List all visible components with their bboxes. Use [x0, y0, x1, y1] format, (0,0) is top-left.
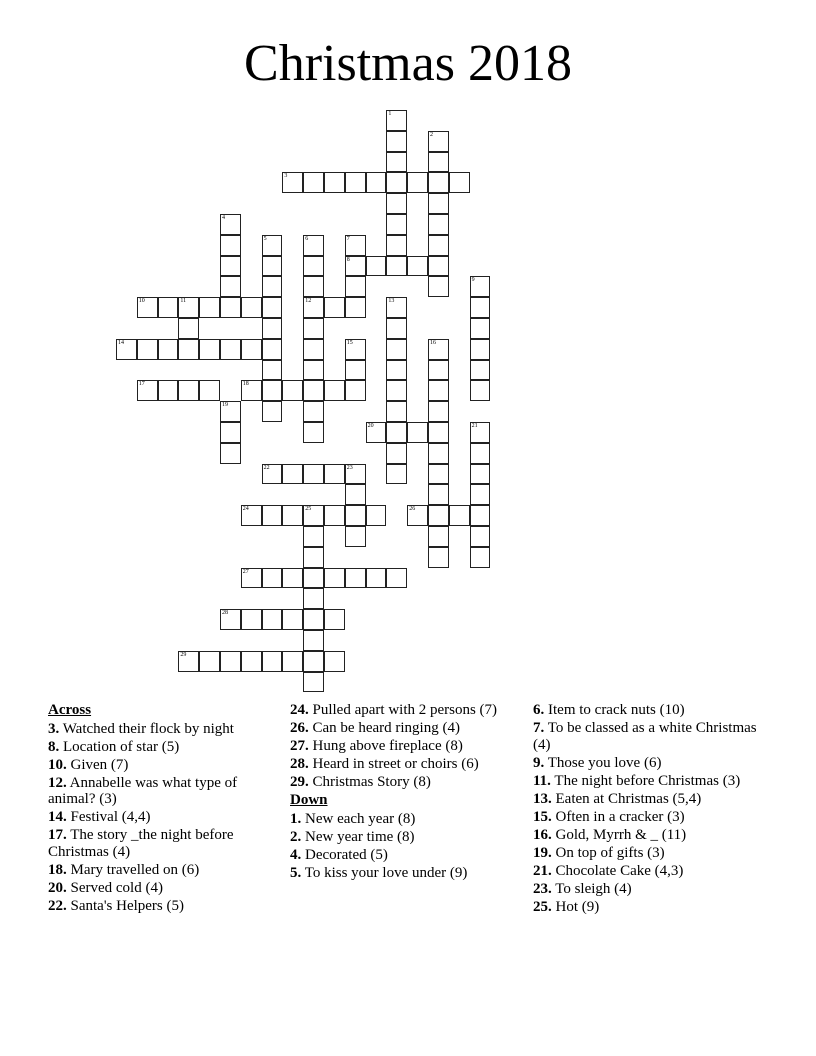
grid-cell[interactable] [262, 318, 283, 339]
clues-column-3 [533, 702, 773, 917]
grid-cell[interactable] [303, 318, 324, 339]
clue-text: Location of star (5) [59, 738, 180, 755]
clue-number: 8. [48, 738, 60, 755]
grid-cell[interactable] [470, 318, 491, 339]
across-clue [48, 721, 288, 738]
clue-text: Heard in street or choirs (6) [308, 756, 479, 772]
grid-cell[interactable] [262, 339, 283, 360]
grid-cell[interactable] [428, 505, 449, 526]
grid-cell[interactable] [470, 360, 491, 381]
grid-cell[interactable] [386, 318, 407, 339]
grid-cell[interactable] [428, 360, 449, 381]
grid-cell[interactable] [262, 297, 283, 318]
across-heading: Across [48, 702, 92, 718]
clue-number: 23 [346, 464, 353, 471]
across-clue [48, 862, 288, 879]
clue-number: 22 [263, 464, 270, 471]
clue-number: 13. [533, 790, 552, 807]
clue-number: 17. [48, 827, 67, 843]
clue-number: 29. [290, 774, 309, 790]
clue-number: 25. [533, 898, 552, 915]
grid-cell[interactable] [345, 464, 366, 485]
grid-cell[interactable] [137, 297, 158, 318]
clue-number: 13 [388, 298, 395, 305]
clue-number: 3 [284, 173, 288, 180]
grid-cell[interactable] [345, 276, 366, 297]
clue-number: 15. [533, 808, 552, 825]
clue-text: Item to crack nuts (10) [544, 702, 685, 718]
grid-cell[interactable] [220, 422, 241, 443]
clue-number: 7 [346, 235, 350, 242]
clue-number: 1. [290, 810, 302, 827]
clue-text: Mary travelled on (6) [66, 861, 200, 878]
clue-number: 24. [290, 702, 309, 718]
grid-cell[interactable] [428, 422, 449, 443]
grid-cell[interactable] [428, 214, 449, 235]
grid-cell[interactable] [137, 380, 158, 401]
clue-text: Gold, Myrrh & _ (11) [551, 826, 687, 843]
across-clue [290, 702, 530, 719]
grid-cell[interactable] [386, 110, 407, 131]
grid-cell[interactable] [407, 505, 428, 526]
grid-cell[interactable] [241, 609, 262, 630]
clue-number: 7. [533, 720, 545, 736]
grid-cell[interactable] [386, 131, 407, 152]
clue-number: 20. [48, 879, 67, 896]
grid-cell[interactable] [158, 339, 179, 360]
clue-number: 2 [430, 131, 433, 138]
grid-cell[interactable] [303, 339, 324, 360]
clue-text: Decorated (5) [301, 846, 388, 863]
grid-cell[interactable] [345, 360, 366, 381]
grid-cell[interactable] [428, 235, 449, 256]
clue-text: New each year (8) [301, 810, 416, 827]
grid-cell[interactable] [386, 256, 407, 277]
grid-cell[interactable] [303, 588, 324, 609]
down-clue [533, 863, 773, 880]
clue-number: 5 [263, 235, 267, 242]
clue-text: The night before Christmas (3) [550, 772, 741, 789]
grid-cell[interactable] [386, 380, 407, 401]
grid-cell[interactable] [428, 339, 449, 360]
grid-cell[interactable] [303, 464, 324, 485]
grid-cell[interactable] [324, 609, 345, 630]
clue-number: 12 [305, 298, 312, 305]
grid-cell[interactable] [345, 235, 366, 256]
grid-cell[interactable] [345, 297, 366, 318]
clue-number: 15 [346, 339, 353, 346]
clue-text: To sleigh (4) [551, 880, 632, 897]
grid-cell[interactable] [366, 172, 387, 193]
grid-cell[interactable] [158, 297, 179, 318]
clue-number: 16. [533, 826, 552, 843]
clue-number: 16 [430, 339, 436, 346]
grid-cell[interactable] [282, 172, 303, 193]
grid-cell[interactable] [428, 276, 449, 297]
clue-number: 1 [388, 111, 392, 117]
down-clue [533, 791, 773, 808]
grid-cell[interactable] [428, 256, 449, 277]
grid-cell[interactable] [178, 297, 199, 318]
grid-cell[interactable] [428, 172, 449, 193]
clue-number: 24 [242, 506, 249, 513]
grid-cell[interactable] [303, 547, 324, 568]
grid-cell[interactable] [262, 235, 283, 256]
clue-text: To kiss your love under (9) [301, 864, 468, 881]
grid-cell[interactable] [324, 297, 345, 318]
grid-cell[interactable] [428, 380, 449, 401]
grid-cell[interactable] [345, 484, 366, 505]
down-clue [533, 827, 773, 844]
clue-number: 12. [48, 774, 67, 791]
grid-cell[interactable] [178, 380, 199, 401]
grid-cell[interactable] [158, 380, 179, 401]
grid-cell[interactable] [470, 464, 491, 485]
clue-number: 14. [48, 809, 67, 825]
grid-cell[interactable] [199, 297, 220, 318]
grid-cell[interactable] [428, 131, 449, 152]
grid-cell[interactable] [303, 360, 324, 381]
grid-cell[interactable] [178, 651, 199, 672]
clue-number: 27 [242, 568, 249, 575]
grid-cell[interactable] [324, 651, 345, 672]
puzzle-title: Christmas 2018 [244, 35, 572, 92]
grid-cell[interactable] [303, 672, 324, 693]
grid-cell[interactable] [241, 297, 262, 318]
grid-cell[interactable] [282, 505, 303, 526]
clue-text: Eaten at Christmas (5,4) [551, 790, 702, 807]
grid-cell[interactable] [324, 505, 345, 526]
grid-cell[interactable] [220, 339, 241, 360]
grid-cell[interactable] [386, 360, 407, 381]
grid-cell[interactable] [345, 172, 366, 193]
across-clue [48, 880, 288, 897]
down-clue [533, 845, 773, 862]
clues-column-2 [290, 702, 530, 883]
clue-number: 6. [533, 702, 545, 718]
down-clue [290, 847, 530, 864]
clue-number: 10. [48, 756, 67, 773]
grid-cell[interactable] [407, 172, 428, 193]
clue-number: 22. [48, 897, 67, 914]
grid-cell[interactable] [428, 464, 449, 485]
grid-cell[interactable] [345, 526, 366, 547]
clue-text: Watched their flock by night [59, 720, 234, 737]
clue-number: 4. [290, 846, 302, 863]
grid-cell[interactable] [345, 505, 366, 526]
across-clue [48, 827, 288, 860]
clue-text: Served cold (4) [66, 879, 163, 896]
grid-cell[interactable] [428, 401, 449, 422]
grid-cell[interactable] [220, 651, 241, 672]
down-clue [290, 829, 530, 846]
clue-text: Those you love (6) [544, 754, 662, 771]
grid-cell[interactable] [178, 318, 199, 339]
clue-number: 25 [305, 506, 312, 513]
clue-text: New year time (8) [301, 828, 415, 845]
clue-number: 14 [118, 339, 124, 346]
clue-number: 28. [290, 756, 309, 772]
grid-cell[interactable] [220, 401, 241, 422]
grid-cell[interactable] [386, 152, 407, 173]
down-clue [290, 865, 530, 882]
across-clue [290, 774, 530, 791]
grid-cell[interactable] [386, 297, 407, 318]
grid-cell[interactable] [303, 568, 324, 589]
clue-number: 19 [222, 402, 228, 409]
grid-cell[interactable] [241, 651, 262, 672]
clue-number: 18. [48, 861, 67, 878]
clue-number: 11 [180, 298, 187, 305]
clue-number: 9. [533, 754, 545, 771]
grid-cell[interactable] [386, 422, 407, 443]
clues-column-1 [48, 702, 288, 916]
grid-cell[interactable] [386, 443, 407, 464]
grid-cell[interactable] [282, 609, 303, 630]
grid-cell[interactable] [262, 401, 283, 422]
grid-cell[interactable] [407, 256, 428, 277]
grid-cell[interactable] [470, 526, 491, 547]
grid-cell[interactable] [470, 547, 491, 568]
clue-number: 26 [409, 506, 416, 513]
down-clue [533, 702, 773, 719]
grid-cell[interactable] [220, 235, 241, 256]
grid-cell[interactable] [282, 380, 303, 401]
grid-cell[interactable] [470, 505, 491, 526]
grid-cell[interactable] [282, 464, 303, 485]
grid-cell[interactable] [386, 235, 407, 256]
across-clue [290, 720, 530, 737]
grid-cell[interactable] [345, 256, 366, 277]
grid-cell[interactable] [303, 526, 324, 547]
across-clue [48, 775, 288, 808]
grid-cell[interactable] [366, 568, 387, 589]
grid-cell[interactable] [303, 297, 324, 318]
grid-cell[interactable] [303, 630, 324, 651]
grid-cell[interactable] [366, 422, 387, 443]
clue-text: Hung above fireplace (8) [308, 738, 463, 754]
clue-number: 19. [533, 844, 552, 861]
across-clue [290, 756, 530, 773]
grid-cell[interactable] [220, 276, 241, 297]
grid-cell[interactable] [324, 380, 345, 401]
clue-number: 5. [290, 864, 302, 881]
grid-cell[interactable] [199, 380, 220, 401]
clue-number: 28 [222, 610, 228, 617]
grid-cell[interactable] [345, 339, 366, 360]
grid-cell[interactable] [428, 152, 449, 173]
clue-text: Given (7) [66, 756, 129, 773]
clue-text: To be classed as a white Christmas (4) [533, 720, 757, 753]
grid-cell[interactable] [116, 339, 137, 360]
clue-number: 6 [305, 235, 309, 242]
grid-cell[interactable] [470, 276, 491, 297]
clue-text: Annabelle was what type of animal? (3) [48, 774, 238, 807]
grid-cell[interactable] [470, 380, 491, 401]
down-clue [533, 899, 773, 916]
grid-cell[interactable] [386, 214, 407, 235]
grid-cell[interactable] [470, 484, 491, 505]
grid-cell[interactable] [220, 256, 241, 277]
grid-cell[interactable] [262, 276, 283, 297]
grid-cell[interactable] [262, 380, 283, 401]
grid-cell[interactable] [366, 256, 387, 277]
grid-cell[interactable] [386, 568, 407, 589]
grid-cell[interactable] [324, 568, 345, 589]
clue-text: The story _the night before Christmas (4) [48, 827, 234, 860]
grid-cell[interactable] [262, 256, 283, 277]
grid-cell[interactable] [386, 401, 407, 422]
clue-number: 21 [471, 423, 478, 429]
clue-number: 21. [533, 862, 552, 879]
grid-cell[interactable] [470, 297, 491, 318]
grid-cell[interactable] [407, 422, 428, 443]
grid-cell[interactable] [220, 214, 241, 235]
clue-text: Pulled apart with 2 persons (7) [308, 702, 498, 718]
clue-text: Christmas Story (8) [308, 774, 431, 790]
clue-number: 10 [138, 298, 145, 305]
grid-cell[interactable] [386, 464, 407, 485]
down-clue [533, 809, 773, 826]
grid-cell[interactable] [470, 339, 491, 360]
grid-cell[interactable] [241, 380, 262, 401]
grid-cell[interactable] [137, 339, 158, 360]
grid-cell[interactable] [303, 276, 324, 297]
grid-cell[interactable] [303, 651, 324, 672]
grid-cell[interactable] [178, 339, 199, 360]
clue-number: 26. [290, 720, 309, 736]
grid-cell[interactable] [262, 360, 283, 381]
clue-number: 27. [290, 738, 309, 754]
grid-cell[interactable] [386, 172, 407, 193]
grid-cell[interactable] [199, 651, 220, 672]
grid-cell[interactable] [303, 505, 324, 526]
grid-cell[interactable] [282, 651, 303, 672]
grid-cell[interactable] [428, 193, 449, 214]
clue-number: 3. [48, 720, 60, 737]
grid-cell[interactable] [324, 464, 345, 485]
grid-cell[interactable] [262, 505, 283, 526]
grid-cell[interactable] [303, 401, 324, 422]
grid-cell[interactable] [324, 172, 345, 193]
grid-cell[interactable] [345, 380, 366, 401]
clue-number: 9 [471, 277, 475, 284]
clue-number: 23. [533, 880, 552, 897]
clue-text: Santa's Helpers (5) [66, 897, 185, 914]
grid-cell[interactable] [428, 443, 449, 464]
grid-cell[interactable] [366, 505, 387, 526]
clue-number: 4 [222, 215, 225, 221]
grid-cell[interactable] [241, 505, 262, 526]
down-clue [290, 811, 530, 828]
down-clue [533, 881, 773, 898]
grid-cell[interactable] [303, 609, 324, 630]
clue-text: Festival (4,4) [66, 809, 151, 825]
clue-number: 29 [180, 651, 187, 658]
grid-cell[interactable] [449, 505, 470, 526]
grid-cell[interactable] [262, 609, 283, 630]
down-clue [533, 755, 773, 772]
grid-cell[interactable] [282, 568, 303, 589]
across-clue [48, 809, 288, 826]
across-clue [290, 738, 530, 755]
grid-cell[interactable] [241, 339, 262, 360]
clue-text: Often in a cracker (3) [551, 808, 685, 825]
grid-cell[interactable] [428, 484, 449, 505]
clue-number: 17 [138, 381, 145, 388]
grid-cell[interactable] [199, 339, 220, 360]
clue-text: Can be heard ringing (4) [308, 720, 460, 736]
grid-cell[interactable] [262, 568, 283, 589]
grid-cell[interactable] [449, 172, 470, 193]
across-clue [48, 757, 288, 774]
down-heading: Down [290, 792, 328, 808]
grid-cell[interactable] [345, 568, 366, 589]
across-clue [48, 739, 288, 756]
grid-cell[interactable] [303, 172, 324, 193]
grid-cell[interactable] [262, 464, 283, 485]
grid-cell[interactable] [470, 443, 491, 464]
clue-number: 2. [290, 828, 302, 845]
clue-number: 18 [242, 381, 249, 388]
grid-cell[interactable] [303, 256, 324, 277]
grid-cell[interactable] [220, 297, 241, 318]
grid-cell[interactable] [428, 526, 449, 547]
grid-cell[interactable] [386, 339, 407, 360]
grid-cell[interactable] [220, 443, 241, 464]
grid-cell[interactable] [262, 651, 283, 672]
clue-text: On top of gifts (3) [551, 844, 665, 861]
grid-cell[interactable] [303, 422, 324, 443]
grid-cell[interactable] [241, 568, 262, 589]
clue-number: 8 [346, 256, 350, 263]
clue-text: Hot (9) [551, 898, 600, 915]
grid-cell[interactable] [428, 547, 449, 568]
clue-text: Chocolate Cake (4,3) [551, 862, 684, 879]
grid-cell[interactable] [303, 380, 324, 401]
grid-cell[interactable] [470, 422, 491, 443]
grid-cell[interactable] [220, 609, 241, 630]
down-clue [533, 720, 773, 753]
clue-number: 11. [533, 772, 551, 789]
grid-cell[interactable] [386, 193, 407, 214]
clue-number: 20 [367, 423, 374, 429]
down-clue [533, 773, 773, 790]
grid-cell[interactable] [303, 235, 324, 256]
across-clue [48, 898, 288, 915]
